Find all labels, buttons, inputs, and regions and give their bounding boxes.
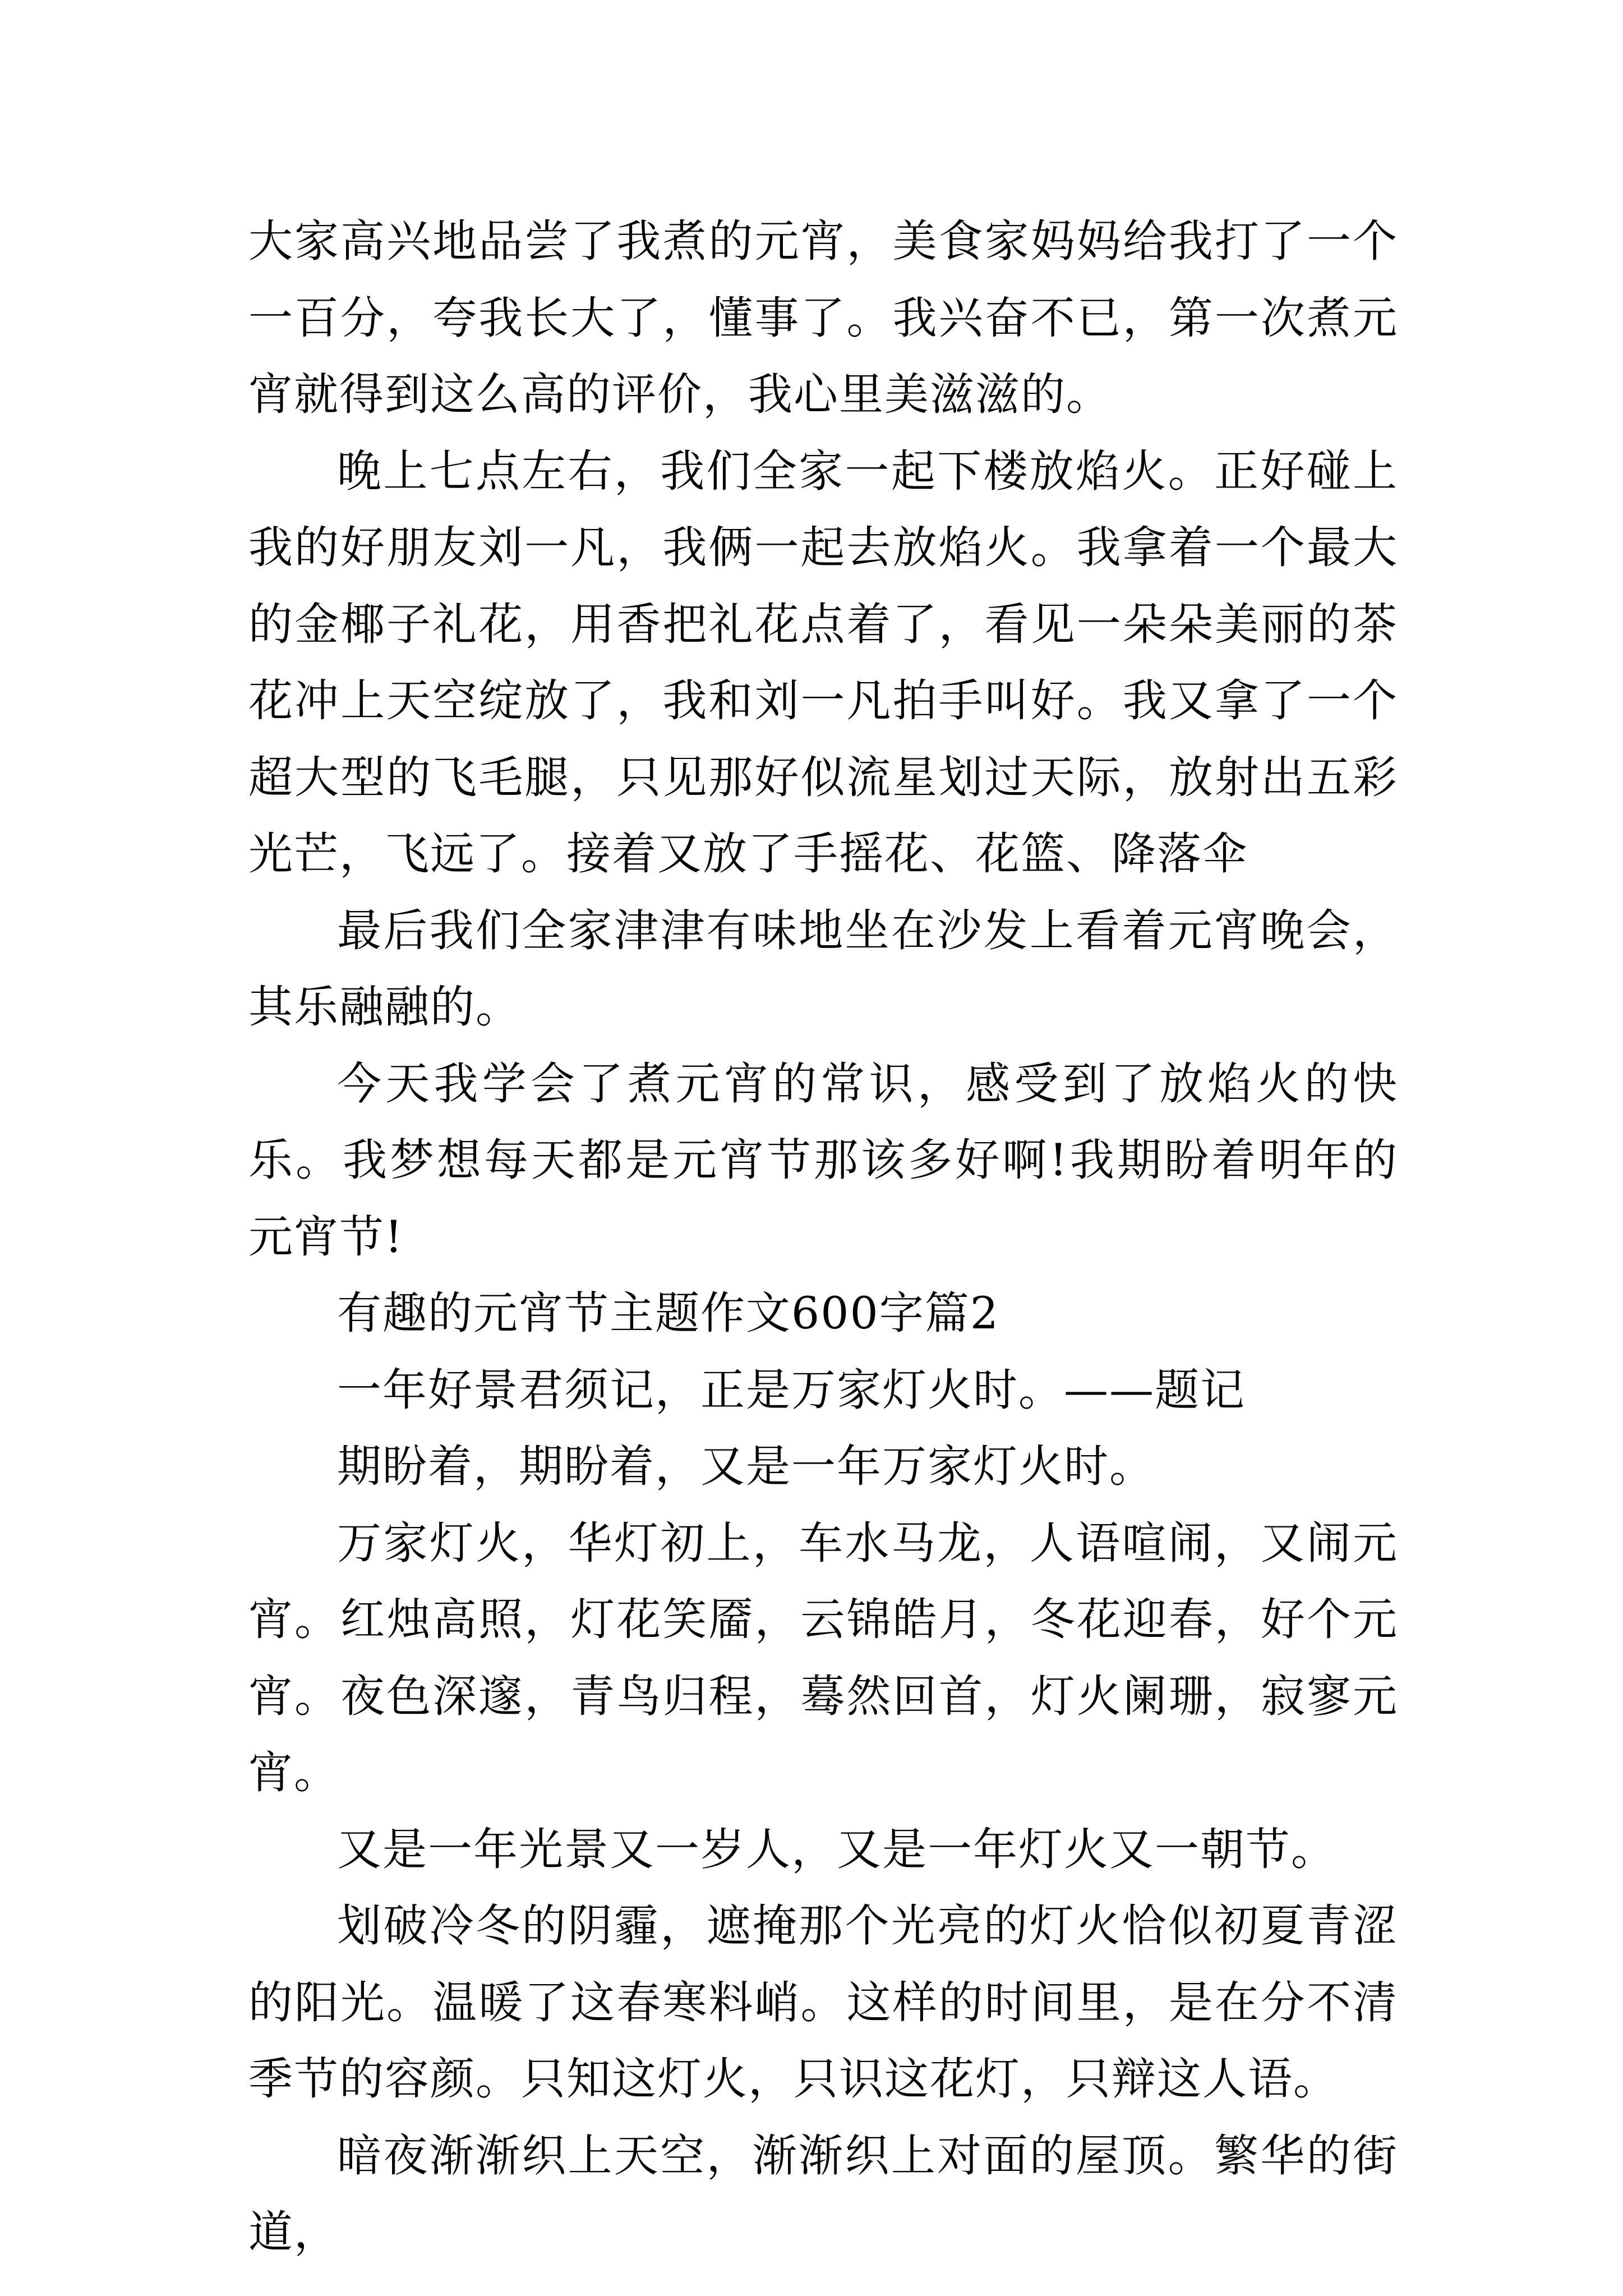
paragraph: 暗夜渐渐织上天空，渐渐织上对面的屋顶。繁华的街道， [248,2129,1398,2258]
paragraph: 晚上七点左右，我们全家一起下楼放焰火。正好碰上我的好朋友刘一凡，我俩一起去放焰火。我拿着一个最大的金椰子礼花，用香把礼花点着了，看见一朵朵美丽的茶花冲上天空绽放了，我和刘一凡拍手叫好。我又拿了一个超大型的飞毛腿，只见那好似流星划过天际，放射出五彩光芒，飞远了。接着又放了手摇花、花篮、降落伞 [248,445,1398,880]
paragraph: 最后我们全家津津有味地坐在沙发上看着元宵晚会，其乐融融的。 [248,904,1398,1033]
paragraph: 划破冷冬的阴霾，遮掩那个光亮的灯火恰似初夏青涩的阳光。温暖了这春寒料峭。这样的时间里，是在分不清季节的容颜。只知这灯火，只识这花灯，只辩这人语。 [248,1900,1398,2105]
epigraph: 一年好景君须记，正是万家灯火时。——题记 [337,1364,1246,1416]
document-body [248,203,1398,2271]
paragraph: 大家高兴地品尝了我煮的元宵，美食家妈妈给我打了一个一百分，夸我长大了，懂事了。我兴奋不已，第一次煮元宵就得到这么高的评价，我心里美滋滋的。 [248,215,1398,420]
paragraph: 今天我学会了煮元宵的常识，感受到了放焰火的快乐。我梦想每天都是元宵节那该多好啊!我期盼着明年的元宵节! [248,1057,1398,1263]
paragraph: 万家灯火，华灯初上，车水马龙，人语喧闹，又闹元宵。红烛高照，灯花笑靥，云锦皓月，冬花迎春，好个元宵。夜色深邃，青鸟归程，蓦然回首，灯火阑珊，寂寥元宵。 [248,1517,1398,1798]
paragraph: 期盼着，期盼着，又是一年万家灯火时。 [337,1441,1155,1492]
section-heading: 有趣的元宵节主题作文600字篇2 [337,1287,1000,1339]
paragraph: 又是一年光景又一岁人，又是一年灯火又一朝节。 [337,1823,1336,1875]
